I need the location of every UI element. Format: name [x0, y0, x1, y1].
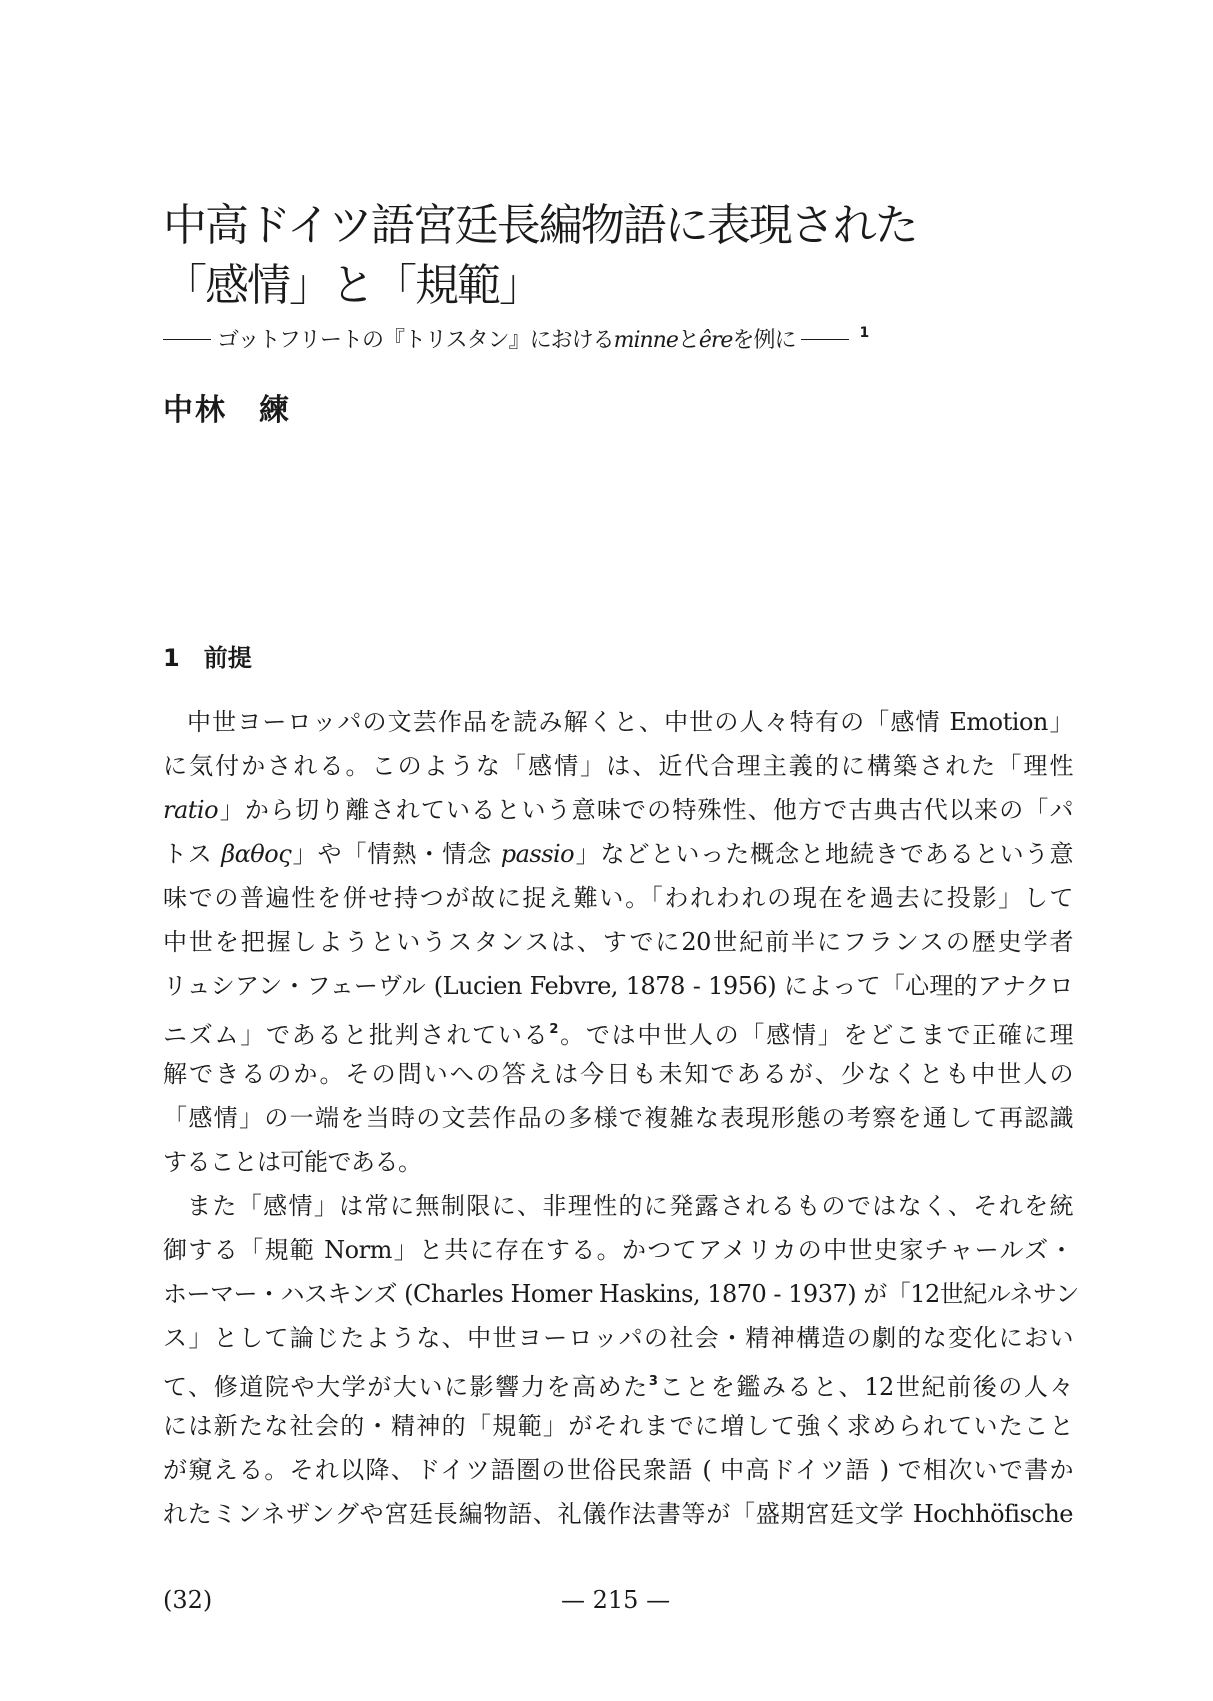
section-number: 1: [163, 644, 180, 672]
title-line-2: 「感情」と「規範」: [163, 260, 541, 311]
text-line: 「感情」の一端を当時の文芸作品の多様で複雑な表現形態の考察を通して再認識: [163, 1104, 1073, 1132]
subtitle-term-minne: minne: [613, 328, 678, 353]
text-line: ニズム」であると批判されている$^2$。では中世人の「感情」をどこまで正確に理: [163, 1021, 1074, 1049]
text-line: て、修道院や大学が大いに影響力を高めた$^3$ことを鑑みると、12世紀前後の人々: [163, 1373, 1073, 1401]
subtitle-dash-right: [801, 339, 849, 340]
text-line: 中世を把握しようというスタンスは、すでに20世紀前半にフランスの歴史学者: [163, 928, 1073, 956]
text-line: 解できるのか。その問いへの答えは今日も未知であるが、少なくとも中世人の: [163, 1060, 1073, 1088]
subtitle-term-ere: êre: [698, 328, 733, 353]
author-name: 中林 練: [163, 393, 291, 428]
text-line: 御する「規範 Norm」と共に存在する。かつてアメリカの中世史家チャールズ・: [163, 1236, 1073, 1264]
footnote-ref-1[interactable]: 1: [859, 325, 869, 341]
footnote-ref-3[interactable]: 3: [648, 1374, 658, 1389]
page-number: — 215 —: [561, 1586, 671, 1614]
footnote-ref-2[interactable]: 2: [549, 1022, 558, 1037]
text-line: に気付かされる。このような「感情」は、近代合理主義的に構築された「理性: [163, 752, 1073, 780]
title-line-1: 中高ドイツ語宮廷長編物語に表現された: [163, 200, 917, 251]
subtitle-text-a: ゴットフリートの『トリスタン』における: [217, 328, 614, 353]
text-line: することは可能である。: [163, 1148, 422, 1176]
text-line: には新たな社会的・精神的「規範」がそれまでに増して強く求められていたこと: [163, 1412, 1073, 1440]
section-heading: [163, 638, 252, 673]
text-line: ホーマー・ハスキンズ (Charles Homer Haskins, 1870 - 1937) が「12世紀ルネサン: [163, 1280, 1079, 1308]
text-line: リュシアン・フェーヴル (Lucien Febvre, 1878 - 1956) によって「心理的アナクロ: [163, 972, 1073, 1000]
text-line: 中世ヨーロッパの文芸作品を読み解くと、中世の人々特有の「感情 Emotion」: [187, 708, 1073, 736]
body-text: [163, 700, 1079, 1536]
section-title: 前提: [203, 644, 252, 672]
term-ratio: ratio: [163, 796, 219, 824]
text-line: ス」として論じたような、中世ヨーロッパの社会・精神構造の劇的な変化におい: [163, 1324, 1073, 1352]
paper-title: [163, 196, 1063, 316]
subtitle-dash-left: [163, 339, 211, 340]
subtitle-text-b: と: [677, 328, 699, 353]
text-line: が窺える。それ以降、ドイツ語圏の世俗民衆語 ( 中高ドイツ語 ) で相次いで書か: [163, 1456, 1073, 1484]
text-line: 味での普遍性を併せ持つが故に捉え難い。「われわれの現在を過去に投影」して: [163, 884, 1073, 912]
text-line: トス βαθος」や「情熱・情念 passio」などといった概念と地続きであるという意: [163, 840, 1073, 868]
page-number-bracketed: (32): [163, 1586, 213, 1614]
text-line: また「感情」は常に無制限に、非理性的に発露されるものではなく、それを統: [187, 1192, 1073, 1220]
term-bathos: βαθος: [221, 840, 292, 868]
subtitle-text-c: を例に: [732, 328, 796, 353]
text-line: ratio」から切り離されているという意味での特殊性、他方で古典古代以来の「パ: [163, 796, 1073, 824]
text-line: れたミンネザングや宮廷長編物語、礼儀作法書等が「盛期宮廷文学 Hochhöfische: [163, 1500, 1073, 1528]
term-passio: passio: [500, 840, 575, 868]
paper-subtitle: [163, 318, 1063, 356]
